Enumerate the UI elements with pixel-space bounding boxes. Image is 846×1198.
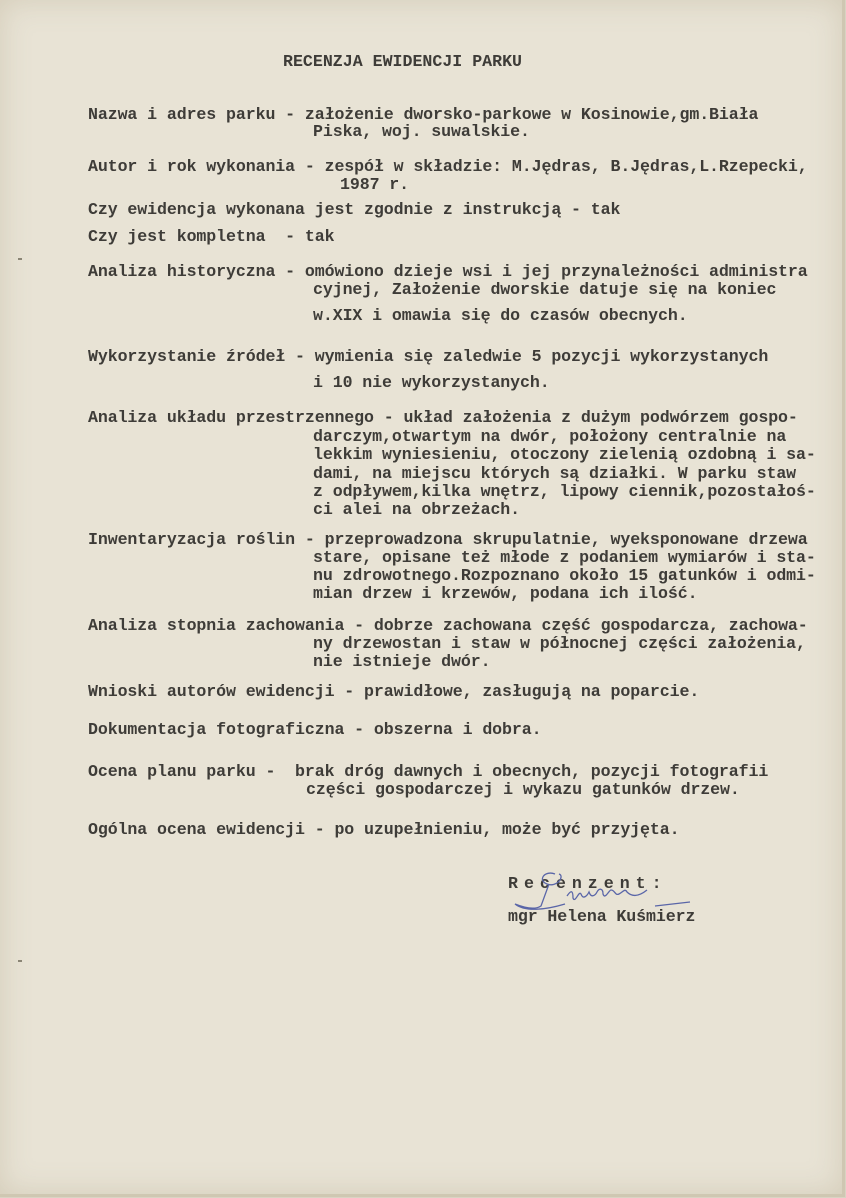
section-complete <box>88 228 334 246</box>
section-text: po uzupełnieniu, może być przyjęta. <box>334 820 680 839</box>
section-label: Czy ewidencja wykonana jest zgodnie z instrukcją - <box>88 200 591 219</box>
section-label: Czy jest kompletna - <box>88 227 305 246</box>
section-text: omówiono dzieje wsi i jej przynależności administra <box>304 262 808 281</box>
section-label: Nazwa i adres parku - <box>88 105 305 124</box>
section-author <box>88 158 808 176</box>
section-text: założenie dworsko-parkowe w Kosinowie,gm.Biała <box>304 105 759 124</box>
section-text: tak <box>304 227 335 246</box>
section-text: ci alei na obrzeżach. <box>313 500 521 519</box>
section-overall <box>88 821 679 839</box>
section-text: tak <box>590 200 621 219</box>
section-preservation <box>88 617 808 635</box>
punch-mark <box>18 960 22 962</box>
section-label: Autor i rok wykonania - <box>88 157 325 176</box>
section-label: Inwentaryzacja roślin - <box>88 530 325 549</box>
section-text: obszerna i dobra. <box>373 720 542 739</box>
section-sources <box>88 348 768 366</box>
reviewer-heading: Recenzent: <box>508 874 668 893</box>
section-text: prawidłowe, zasługują na poparcie. <box>364 682 700 701</box>
section-label: Wnioski autorów ewidencji - <box>88 682 365 701</box>
section-text: nu zdrowotnego.Rozpoznano około 15 gatunków i odmi- <box>313 566 816 585</box>
section-photos <box>88 721 541 739</box>
section-text: nie istnieje dwór. <box>313 652 491 671</box>
section-plants <box>88 531 808 549</box>
section-label: Analiza historyczna - <box>88 262 305 281</box>
section-text: cyjnej, Założenie dworskie datuje się na koniec <box>313 280 777 299</box>
section-label: Ogólna ocena ewidencji - <box>88 820 335 839</box>
section-text: i 10 nie wykorzystanych. <box>313 373 550 392</box>
section-label: Ocena planu parku - <box>88 762 296 781</box>
section-text: zespół w składzie: M.Jędras, B.Jędras,L.Rzepecki, <box>324 157 808 176</box>
reviewer-name: mgr Helena Kuśmierz <box>508 907 696 926</box>
section-conclusions <box>88 683 699 701</box>
section-text: dobrze zachowana część gospodarcza, zachowa- <box>373 616 808 635</box>
section-history <box>88 263 808 281</box>
section-text: z odpływem,kilka wnętrz, lipowy ciennik,pozostałoś- <box>313 482 816 501</box>
section-text: dami, na miejscu których są działki. W parku staw <box>313 464 797 483</box>
section-text: 1987 r. <box>340 175 410 194</box>
section-text: przeprowadzona skrupulatnie, wyeksponowane drzewa <box>324 530 808 549</box>
section-text: w.XIX i omawia się do czasów obecnych. <box>313 306 688 325</box>
section-text: brak dróg dawnych i obecnych, pozycji fotografii <box>295 762 769 781</box>
section-plan <box>88 763 768 781</box>
section-spatial <box>88 409 798 427</box>
section-label: Analiza stopnia zachowania - <box>88 616 374 635</box>
punch-mark <box>18 258 22 260</box>
section-text: układ założenia z dużym podwórzem gospo- <box>403 408 798 427</box>
section-text: darczym,otwartym na dwór, położony centralnie na <box>313 427 787 446</box>
section-label: Analiza układu przestrzennego - <box>88 408 404 427</box>
document-title: RECENZJA EWIDENCJI PARKU <box>283 52 522 71</box>
section-text: stare, opisane też młode z podaniem wymiarów i sta- <box>313 548 816 567</box>
section-label: Dokumentacja fotograficzna - <box>88 720 374 739</box>
section-text: ny drzewostan i staw w północnej części założenia, <box>313 634 806 653</box>
section-text: lekkim wyniesieniu, otoczony zielenią ozdobną i sa- <box>313 445 816 464</box>
section-text: części gospodarczej i wykazu gatunków drzew. <box>306 780 740 799</box>
section-label: Wykorzystanie źródeł - <box>88 347 315 366</box>
section-text: mian drzew i krzewów, podana ich ilość. <box>313 584 698 603</box>
section-text: wymienia się zaledwie 5 pozycji wykorzystanych <box>314 347 769 366</box>
section-instruction <box>88 201 620 219</box>
section-text: Piska, woj. suwalskie. <box>313 122 530 141</box>
